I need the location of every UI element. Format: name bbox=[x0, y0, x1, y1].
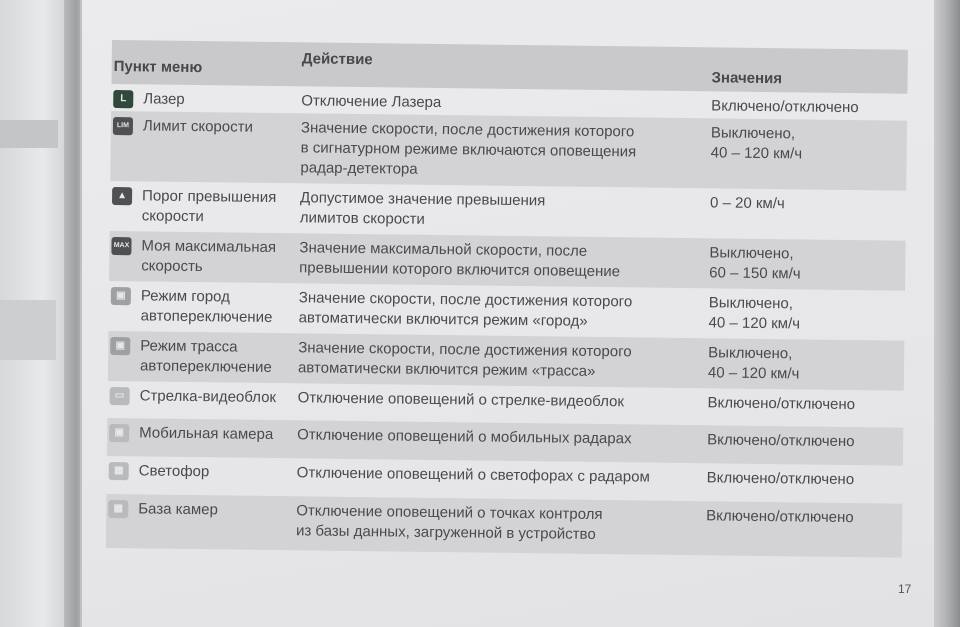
highway-mode-icon: ▣ bbox=[110, 337, 130, 355]
header-action: Действие bbox=[301, 50, 373, 69]
laser-icon: L bbox=[113, 90, 133, 108]
manual-page bbox=[80, 0, 934, 627]
value-text: Выключено, 60 – 150 км/ч bbox=[709, 244, 801, 283]
table-row bbox=[106, 494, 903, 558]
value-text: Включено/отключено bbox=[707, 394, 856, 414]
traffic-light-icon: ▦ bbox=[109, 462, 129, 480]
menu-item-label: Стрелка-видеоблок bbox=[139, 387, 277, 407]
action-text: Значение максимальной скорости, после превышении которого включится оповещение bbox=[299, 239, 621, 281]
value-text: Выключено, 40 – 120 км/ч bbox=[707, 344, 800, 383]
action-text: Отключение оповещений о светофорах с радаром bbox=[296, 464, 650, 486]
menu-item-label: Режим город автопереключение bbox=[140, 287, 273, 326]
previous-page-print-block bbox=[0, 300, 56, 360]
value-text: Выключено, 40 – 120 км/ч bbox=[708, 294, 801, 333]
menu-item-label: Режим трасса автопереключение bbox=[139, 337, 272, 376]
menu-item-label: Мобильная камера bbox=[139, 424, 274, 443]
menu-item-label: Порог превышения скорости bbox=[141, 187, 277, 226]
value-text: Включено/отключено bbox=[706, 469, 855, 489]
value-text: Включено/отключено bbox=[707, 431, 855, 451]
arrow-videoblock-icon: ▭ bbox=[110, 387, 130, 405]
action-text: Отключение Лазера bbox=[301, 92, 442, 112]
settings-table bbox=[106, 40, 908, 558]
action-text: Допустимое значение превышения лимитов скорости bbox=[299, 189, 546, 228]
menu-item-label: Светофор bbox=[138, 462, 210, 481]
value-text: Включено/отключено bbox=[706, 507, 854, 527]
max-speed-icon: MAX bbox=[111, 237, 131, 255]
city-mode-icon: ▣ bbox=[111, 287, 131, 305]
value-text: Включено/отключено bbox=[711, 97, 859, 117]
action-text: Отключение оповещений о стрелке-видеоблок bbox=[297, 389, 625, 411]
action-text: Значение скорости, после достижения которого автоматически включится режим «город» bbox=[298, 289, 633, 330]
menu-item-label: Лазер bbox=[143, 90, 185, 108]
header-values: Значения bbox=[711, 69, 783, 88]
header-menu-item: Пункт меню bbox=[113, 58, 203, 77]
camera-database-icon: ▦ bbox=[108, 500, 128, 518]
speed-limit-icon: LIM bbox=[113, 117, 133, 135]
menu-item-label: Моя максимальная скорость bbox=[141, 237, 277, 276]
action-text: Значение скорости, после достижения которого автоматически включится режим «трасса» bbox=[297, 339, 632, 380]
action-text: Значение скорости, после достижения которого в сигнатурном режиме включаются оповещения радар-детектора bbox=[300, 119, 637, 178]
value-text: Выключено, 40 – 120 км/ч bbox=[710, 124, 803, 163]
page-number: 17 bbox=[898, 582, 912, 596]
previous-page-print-strip bbox=[0, 120, 58, 148]
speed-threshold-icon: ▲ bbox=[112, 187, 132, 205]
menu-item-label: База камер bbox=[138, 500, 219, 519]
menu-item-label: Лимит скорости bbox=[142, 117, 254, 136]
action-text: Отключение оповещений о мобильных радарах bbox=[297, 426, 632, 448]
value-text: 0 – 20 км/ч bbox=[709, 194, 785, 213]
mobile-camera-icon: ▣ bbox=[109, 424, 129, 442]
table-row bbox=[110, 111, 907, 191]
action-text: Отключение оповещений о точках контроля из базы данных, загруженной в устройство bbox=[295, 502, 603, 543]
